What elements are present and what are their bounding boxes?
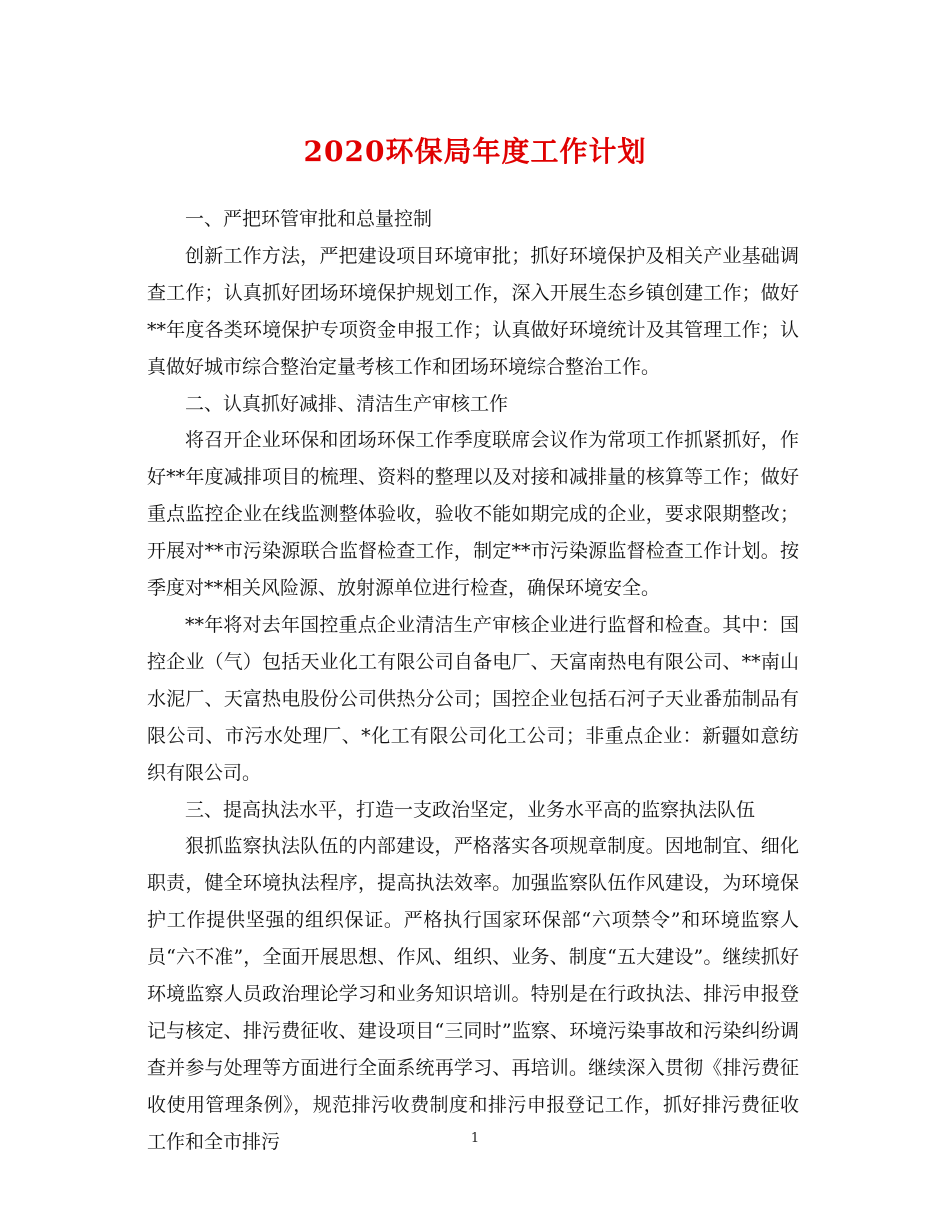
- paragraph: 狠抓监察执法队伍的内部建设，严格落实各项规章制度。因地制宜、细化职责，健全环境执法程序，提高执法效率。加强监察队伍作风建设，为环境保护工作提供坚强的组织保证。严格执行国家环保部“六项禁令”和环境监察人员“六不准”，全面开展思想、作风、组织、业务、制度“五大建设”。继续抓好环境监察人员政治理论学习和业务知识培训。特别是在行政执法、排污申报登记与核定、排污费征收、建设项目“三同时”监察、环境污染事故和污染纠纷调查并参与处理等方面进行全面系统再学习、再培训。继续深入贯彻《排污费征收使用管理条例》，规范排污收费制度和排污申报登记工作，抓好排污费征收工作和全市排污: [147, 835, 799, 1153]
- paragraph: **年将对去年国控重点企业清洁生产审核企业进行监督和检查。其中：国控企业（气）包括天业化工有限公司自备电厂、天富南热电有限公司、**南山水泥厂、天富热电股份公司供热分公司；国控企业包括石河子天业番茄制品有限公司、市污水处理厂、*化工有限公司化工公司；非重点企业：新疆如意纺织有限公司。: [147, 613, 799, 784]
- section-heading-1: 一、严把环管审批和总量控制: [185, 208, 433, 230]
- paragraph: 将召开企业环保和团场环保工作季度联席会议作为常项工作抓紧抓好，作好**年度减排项目的梳理、资料的整理以及对接和减排量的核算等工作；做好重点监控企业在线监测整体验收，验收不能如期完成的企业，要求限期整改；开展对**市污染源联合监督检查工作，制定**市污染源监督检查工作计划。按季度对**相关风险源、放射源单位进行检查，确保环境安全。: [147, 429, 799, 600]
- section-heading-3: 三、提高执法水平，打造一支政治坚定，业务水平高的监察执法队伍: [185, 798, 756, 821]
- page-number: 1: [470, 1131, 480, 1146]
- document-title: 2020环保局年度工作计划: [303, 135, 647, 168]
- document-body: [147, 201, 799, 1161]
- section-heading-2: 二、认真抓好减排、清洁生产审核工作: [185, 392, 509, 415]
- paragraph: 创新工作方法，严把建设项目环境审批；抓好环境保护及相关产业基础调查工作；认真抓好团场环境保护规划工作，深入开展生态乡镇创建工作；做好**年度各类环境保护专项资金申报工作；认真做好环境统计及其管理工作；认真做好城市综合整治定量考核工作和团场环境综合整治工作。: [147, 244, 799, 378]
